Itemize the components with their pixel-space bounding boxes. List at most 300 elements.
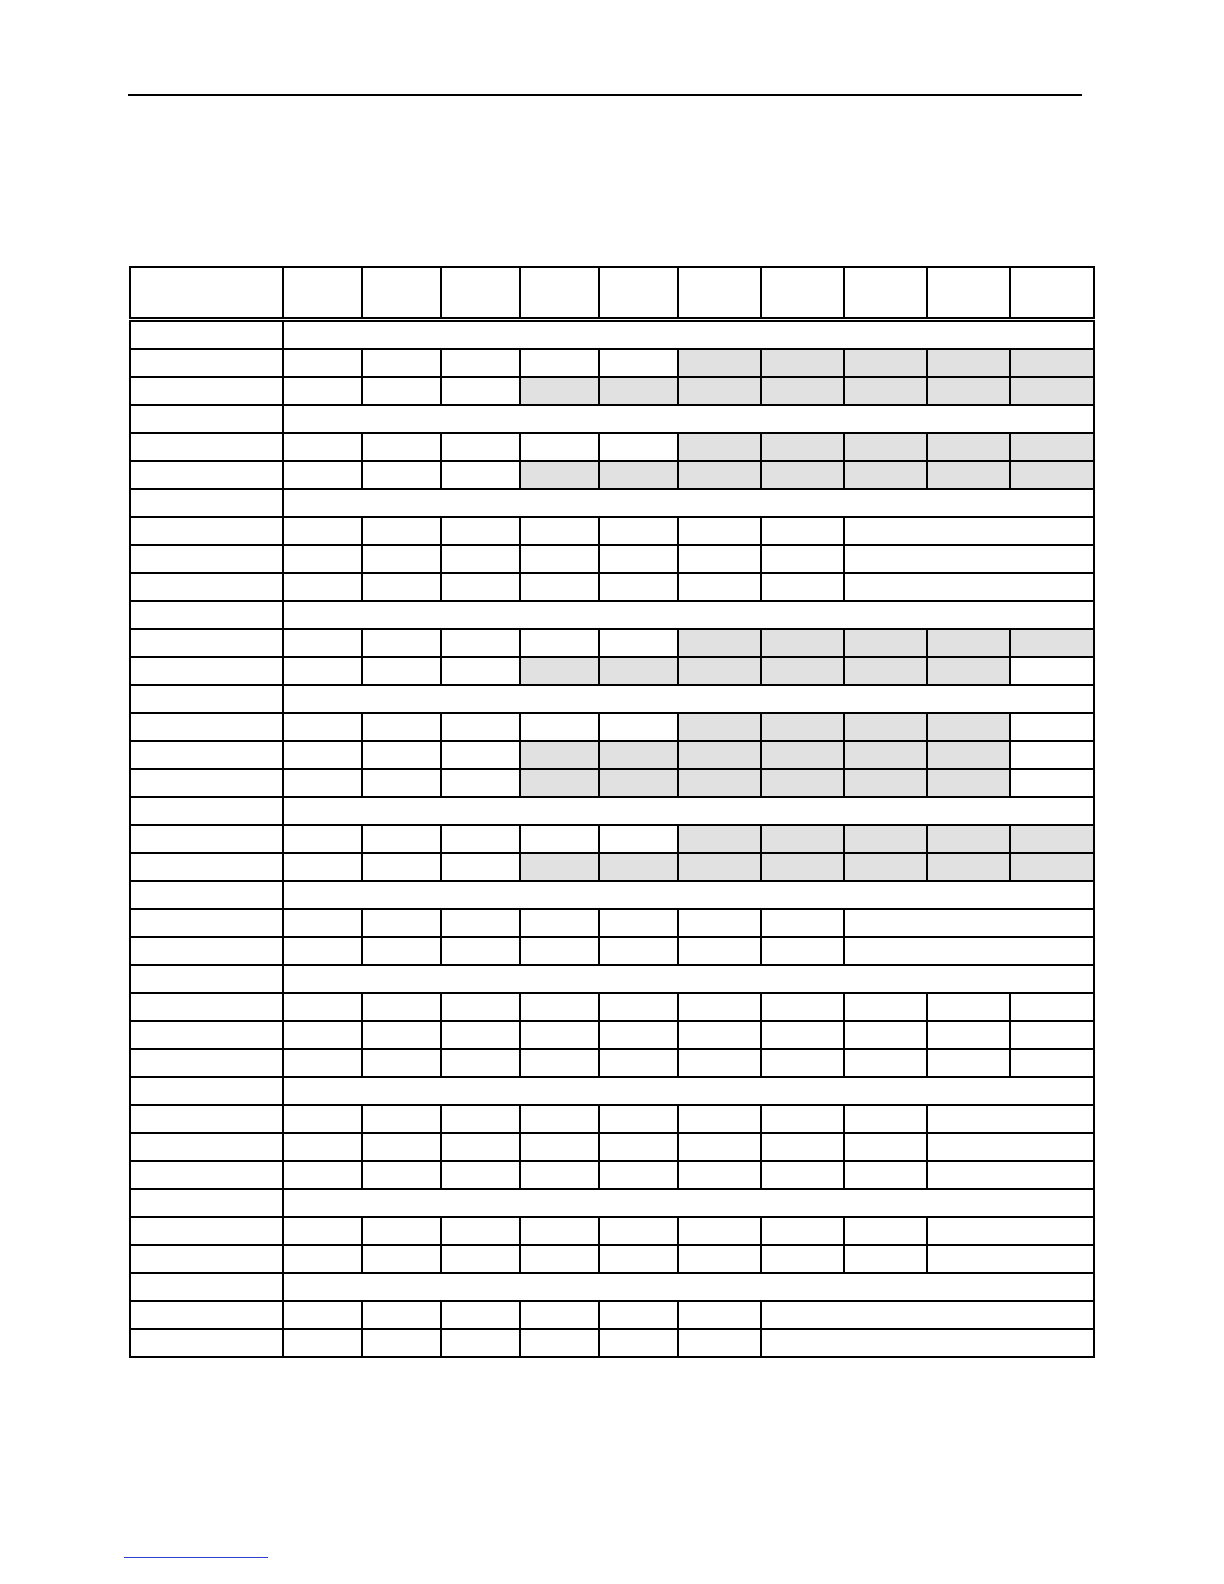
table-cell [599, 1217, 678, 1245]
row-label-cell [130, 349, 283, 377]
shaded-cell [599, 769, 678, 797]
shaded-cell [1010, 461, 1094, 489]
table-cell [761, 1133, 844, 1161]
table-cell [441, 853, 520, 881]
table-cell [761, 1161, 844, 1189]
shaded-cell [520, 741, 599, 769]
table-cell [678, 545, 761, 573]
table-cell [283, 937, 362, 965]
shaded-cell [844, 741, 927, 769]
shaded-cell [1010, 349, 1094, 377]
shaded-cell [761, 461, 844, 489]
table-cell [1010, 769, 1094, 797]
shaded-cell [927, 825, 1010, 853]
table-cell [362, 909, 441, 937]
table-row [130, 1245, 1094, 1273]
table-cell [283, 1161, 362, 1189]
table-row [130, 545, 1094, 573]
table-cell [678, 1049, 761, 1077]
table-cell [283, 1301, 362, 1329]
table-cell [520, 937, 599, 965]
shaded-cell [927, 657, 1010, 685]
table-cell [362, 1161, 441, 1189]
table-cell [441, 461, 520, 489]
table-row [130, 1329, 1094, 1357]
table-cell [599, 433, 678, 461]
header-cell [130, 267, 283, 320]
shaded-cell [1010, 433, 1094, 461]
table-row [130, 713, 1094, 741]
table-cell [362, 853, 441, 881]
shaded-cell [844, 853, 927, 881]
table-cell [927, 1105, 1094, 1133]
table-cell [678, 1329, 761, 1357]
section-row [130, 685, 1094, 713]
section-row [130, 797, 1094, 825]
table-cell [844, 909, 1094, 937]
table-cell [362, 657, 441, 685]
table-cell [599, 1161, 678, 1189]
section-span-cell [283, 797, 1094, 825]
table-cell [678, 1105, 761, 1133]
table-cell [844, 937, 1094, 965]
table-cell [761, 1217, 844, 1245]
header-rule [128, 94, 1082, 96]
section-row [130, 320, 1094, 350]
table-cell [520, 1245, 599, 1273]
table-cell [599, 713, 678, 741]
row-label-cell [130, 629, 283, 657]
table-cell [362, 1049, 441, 1077]
shaded-cell [761, 853, 844, 881]
shaded-cell [844, 377, 927, 405]
shaded-cell [927, 433, 1010, 461]
table-row [130, 433, 1094, 461]
section-row [130, 1273, 1094, 1301]
table-cell [927, 1021, 1010, 1049]
table-cell [283, 825, 362, 853]
section-label-cell [130, 1189, 283, 1217]
row-label-cell [130, 545, 283, 573]
section-label-cell [130, 601, 283, 629]
section-span-cell [283, 1189, 1094, 1217]
table-row [130, 909, 1094, 937]
table-cell [283, 769, 362, 797]
shaded-cell [844, 433, 927, 461]
shaded-cell [678, 629, 761, 657]
table-cell [844, 993, 927, 1021]
table-cell [844, 1245, 927, 1273]
table-cell [441, 1245, 520, 1273]
table-cell [599, 545, 678, 573]
shaded-cell [520, 461, 599, 489]
section-label-cell [130, 489, 283, 517]
table-cell [441, 741, 520, 769]
table-cell [520, 1105, 599, 1133]
table-cell [283, 853, 362, 881]
table-cell [283, 517, 362, 545]
section-span-cell [283, 405, 1094, 433]
table-cell [844, 1021, 927, 1049]
shaded-cell [599, 853, 678, 881]
row-label-cell [130, 657, 283, 685]
shaded-cell [678, 433, 761, 461]
shaded-cell [678, 713, 761, 741]
shaded-cell [678, 741, 761, 769]
table-cell [844, 1161, 927, 1189]
row-label-cell [130, 1329, 283, 1357]
table-cell [520, 1329, 599, 1357]
section-label-cell [130, 965, 283, 993]
table-cell [599, 1329, 678, 1357]
section-span-cell [283, 685, 1094, 713]
table-cell [441, 377, 520, 405]
table-row [130, 1049, 1094, 1077]
table-cell [520, 629, 599, 657]
table-cell [1010, 713, 1094, 741]
table-cell [1010, 993, 1094, 1021]
table-cell [283, 993, 362, 1021]
table-cell [441, 1049, 520, 1077]
table-cell [599, 993, 678, 1021]
table-cell [599, 1133, 678, 1161]
table-cell [362, 517, 441, 545]
table-cell [844, 517, 1094, 545]
table-cell [761, 1329, 1094, 1357]
shaded-cell [844, 629, 927, 657]
section-span-cell [283, 965, 1094, 993]
table-cell [844, 1049, 927, 1077]
row-label-cell [130, 461, 283, 489]
shaded-cell [761, 349, 844, 377]
shaded-cell [844, 713, 927, 741]
table-cell [441, 573, 520, 601]
table-cell [844, 545, 1094, 573]
row-label-cell [130, 741, 283, 769]
row-label-cell [130, 433, 283, 461]
table-cell [599, 629, 678, 657]
table-cell [761, 517, 844, 545]
table-cell [599, 1245, 678, 1273]
table-row [130, 1133, 1094, 1161]
table-cell [441, 657, 520, 685]
table-cell [362, 545, 441, 573]
row-label-cell [130, 853, 283, 881]
row-label-cell [130, 993, 283, 1021]
table-row [130, 573, 1094, 601]
table-cell [761, 1021, 844, 1049]
header-cell [283, 267, 362, 320]
table-cell [441, 993, 520, 1021]
section-row [130, 405, 1094, 433]
table-cell [362, 741, 441, 769]
table-row [130, 993, 1094, 1021]
table-cell [678, 937, 761, 965]
row-label-cell [130, 769, 283, 797]
table-cell [441, 629, 520, 657]
table-row [130, 1161, 1094, 1189]
shaded-cell [927, 769, 1010, 797]
table-cell [599, 1105, 678, 1133]
table-cell [1010, 1021, 1094, 1049]
section-row [130, 1077, 1094, 1105]
table-cell [441, 517, 520, 545]
table-cell [520, 1021, 599, 1049]
section-span-cell [283, 881, 1094, 909]
table-cell [678, 1217, 761, 1245]
shaded-cell [927, 853, 1010, 881]
table-row [130, 1105, 1094, 1133]
section-span-cell [283, 1273, 1094, 1301]
table-cell [927, 1161, 1094, 1189]
header-cell [844, 267, 927, 320]
table-cell [283, 1049, 362, 1077]
table-cell [761, 909, 844, 937]
table-cell [678, 1021, 761, 1049]
table-cell [761, 545, 844, 573]
table-cell [927, 993, 1010, 1021]
shaded-cell [678, 769, 761, 797]
row-label-cell [130, 1021, 283, 1049]
table-cell [441, 713, 520, 741]
shaded-cell [678, 377, 761, 405]
table-cell [283, 1021, 362, 1049]
table-cell [362, 1021, 441, 1049]
table-cell [283, 629, 362, 657]
table-cell [520, 1133, 599, 1161]
shaded-cell [520, 853, 599, 881]
table-cell [441, 545, 520, 573]
table-cell [362, 461, 441, 489]
shaded-cell [599, 377, 678, 405]
table-cell [520, 909, 599, 937]
table-cell [844, 1133, 927, 1161]
section-row [130, 489, 1094, 517]
table-row [130, 461, 1094, 489]
table-row [130, 1021, 1094, 1049]
table-cell [362, 377, 441, 405]
row-label-cell [130, 1105, 283, 1133]
table-cell [441, 1161, 520, 1189]
shaded-cell [678, 657, 761, 685]
table-cell [761, 1301, 1094, 1329]
table-cell [441, 349, 520, 377]
table-row [130, 377, 1094, 405]
table-cell [441, 1021, 520, 1049]
table-cell [283, 545, 362, 573]
table-cell [441, 433, 520, 461]
shaded-cell [599, 741, 678, 769]
table-cell [283, 1329, 362, 1357]
table-cell [599, 1301, 678, 1329]
table-cell [283, 1217, 362, 1245]
header-cell [1010, 267, 1094, 320]
section-span-cell [283, 489, 1094, 517]
table-cell [362, 1245, 441, 1273]
row-label-cell [130, 1161, 283, 1189]
shaded-cell [927, 461, 1010, 489]
table-cell [844, 573, 1094, 601]
section-label-cell [130, 1077, 283, 1105]
shaded-cell [844, 349, 927, 377]
table-cell [283, 349, 362, 377]
section-row [130, 1189, 1094, 1217]
table-row [130, 741, 1094, 769]
footer-link-rule [124, 1557, 268, 1558]
section-label-cell [130, 405, 283, 433]
data-grid-table [129, 266, 1095, 1358]
row-label-cell [130, 1133, 283, 1161]
table-cell [520, 545, 599, 573]
table-cell [599, 909, 678, 937]
table-cell [283, 741, 362, 769]
table-cell [520, 1049, 599, 1077]
table-cell [927, 1133, 1094, 1161]
section-span-cell [283, 320, 1094, 350]
header-cell [599, 267, 678, 320]
table-cell [520, 993, 599, 1021]
row-label-cell [130, 937, 283, 965]
table-cell [362, 937, 441, 965]
shaded-cell [1010, 377, 1094, 405]
table-cell [927, 1245, 1094, 1273]
shaded-cell [520, 769, 599, 797]
table-cell [441, 909, 520, 937]
table-row [130, 349, 1094, 377]
section-row [130, 601, 1094, 629]
table-cell [362, 1329, 441, 1357]
shaded-cell [761, 769, 844, 797]
header-row [130, 267, 1094, 320]
header-cell [441, 267, 520, 320]
row-label-cell [130, 1301, 283, 1329]
shaded-cell [927, 713, 1010, 741]
table-row [130, 769, 1094, 797]
table-cell [599, 1049, 678, 1077]
table-cell [283, 461, 362, 489]
table-cell [678, 573, 761, 601]
table-cell [362, 825, 441, 853]
section-label-cell [130, 881, 283, 909]
shaded-cell [678, 461, 761, 489]
table-cell [599, 517, 678, 545]
shaded-cell [761, 657, 844, 685]
table-cell [441, 937, 520, 965]
row-label-cell [130, 1245, 283, 1273]
table-cell [761, 1105, 844, 1133]
table-cell [362, 713, 441, 741]
shaded-cell [599, 461, 678, 489]
shaded-cell [761, 741, 844, 769]
shaded-cell [1010, 825, 1094, 853]
table-cell [520, 517, 599, 545]
table-row [130, 629, 1094, 657]
section-row [130, 965, 1094, 993]
shaded-cell [927, 377, 1010, 405]
table-cell [283, 909, 362, 937]
shaded-cell [844, 769, 927, 797]
table-cell [362, 993, 441, 1021]
shaded-cell [761, 825, 844, 853]
table-cell [520, 713, 599, 741]
header-cell [927, 267, 1010, 320]
table-cell [283, 1245, 362, 1273]
shaded-cell [761, 713, 844, 741]
section-label-cell [130, 685, 283, 713]
table-cell [678, 1301, 761, 1329]
table-cell [520, 349, 599, 377]
row-label-cell [130, 713, 283, 741]
table-cell [927, 1049, 1010, 1077]
table-cell [441, 1105, 520, 1133]
header-cell [678, 267, 761, 320]
table-cell [678, 517, 761, 545]
table-cell [844, 1217, 927, 1245]
table-cell [362, 769, 441, 797]
table-cell [520, 1217, 599, 1245]
shaded-cell [844, 461, 927, 489]
section-span-cell [283, 1077, 1094, 1105]
table-cell [678, 1161, 761, 1189]
header-cell [761, 267, 844, 320]
table-cell [678, 1133, 761, 1161]
grid-body [130, 267, 1094, 1357]
table-cell [1010, 741, 1094, 769]
shaded-cell [844, 657, 927, 685]
table-row [130, 937, 1094, 965]
table-cell [362, 349, 441, 377]
shaded-cell [927, 349, 1010, 377]
shaded-cell [927, 741, 1010, 769]
row-label-cell [130, 909, 283, 937]
shaded-cell [761, 629, 844, 657]
table-cell [441, 1217, 520, 1245]
table-cell [283, 713, 362, 741]
table-cell [927, 1217, 1094, 1245]
table-cell [283, 573, 362, 601]
row-label-cell [130, 825, 283, 853]
table-cell [441, 1133, 520, 1161]
table-cell [1010, 1049, 1094, 1077]
shaded-cell [844, 825, 927, 853]
table-row [130, 1217, 1094, 1245]
section-row [130, 881, 1094, 909]
section-label-cell [130, 1273, 283, 1301]
table-cell [599, 937, 678, 965]
table-cell [520, 433, 599, 461]
table-row [130, 657, 1094, 685]
table-row [130, 853, 1094, 881]
table-cell [362, 629, 441, 657]
table-cell [441, 825, 520, 853]
table-cell [362, 433, 441, 461]
shaded-cell [678, 853, 761, 881]
section-label-cell [130, 797, 283, 825]
table-cell [362, 1105, 441, 1133]
table-row [130, 825, 1094, 853]
table-cell [283, 377, 362, 405]
shaded-cell [761, 433, 844, 461]
shaded-cell [678, 825, 761, 853]
shaded-cell [520, 657, 599, 685]
table-cell [362, 1301, 441, 1329]
table-cell [678, 993, 761, 1021]
row-label-cell [130, 1049, 283, 1077]
table-cell [283, 1133, 362, 1161]
table-cell [520, 573, 599, 601]
table-cell [761, 1049, 844, 1077]
shaded-cell [927, 629, 1010, 657]
